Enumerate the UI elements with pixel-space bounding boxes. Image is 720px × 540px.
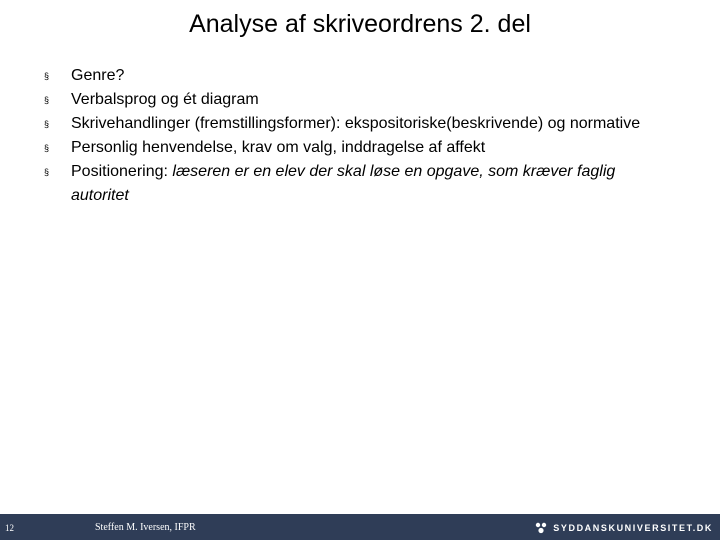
footer-author: Steffen M. Iversen, IFPR [95,522,196,533]
bullet-text: Personlig henvendelse, krav om valg, inddragelse af affekt [71,139,486,156]
footer-bar [0,514,720,540]
bullet-marker: § [44,71,50,81]
university-logo [534,521,713,535]
bullet-marker: § [44,167,50,177]
bullet-item-genre [44,64,664,88]
bullet-marker: § [44,95,50,105]
sdu-logo-icon [534,521,548,535]
bullet-text: Skrivehandlinger (fremstillingsformer): ekspositoriske(beskrivende) og normative [71,115,641,132]
bullet-text: Genre? [71,67,125,84]
bullet-item-positionering [44,160,664,208]
bullet-text: Verbalsprog og ét diagram [71,91,259,108]
bullet-marker: § [44,119,50,129]
bullet-marker: § [44,143,50,153]
slide-title: Analyse af skriveordrens 2. del [189,10,531,38]
bullet-list [44,64,664,208]
bullet-item-verbalsprog [44,88,664,112]
university-logo-text: SYDDANSKUNIVERSITET.DK [553,523,713,533]
bullet-text-emphasis: læseren er en elev der skal løse en opgave, som kræver faglig autoritet [71,163,616,204]
bullet-text-prefix: Positionering: [71,163,173,180]
page-number: 12 [5,523,14,533]
bullet-item-personlig-henvendelse [44,136,664,160]
bullet-item-skrivehandlinger [44,112,664,136]
